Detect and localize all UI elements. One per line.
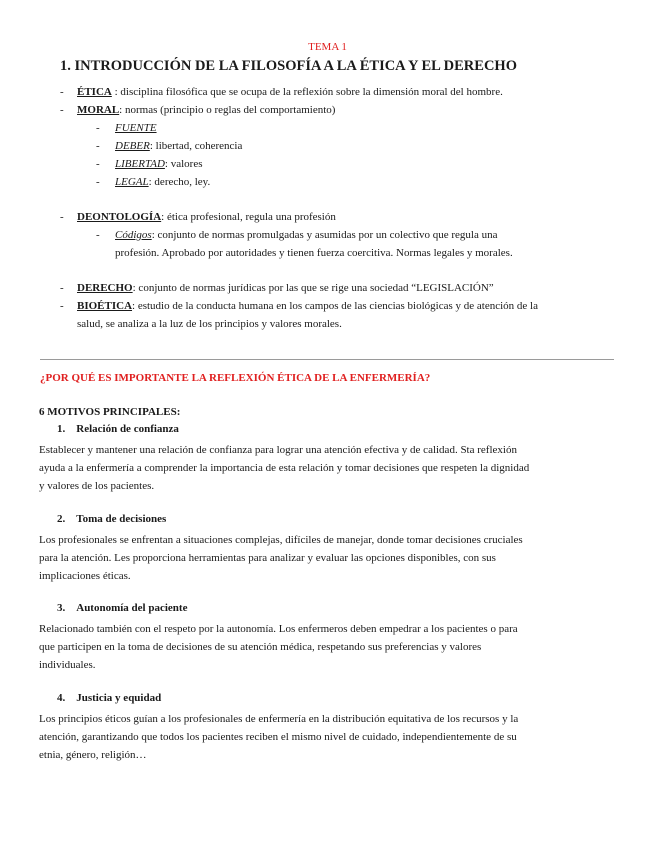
- term-bioetica: BIOÉTICA: [77, 300, 133, 312]
- motivo-line: etnia, género, religión…: [39, 749, 147, 761]
- definition-deontologia: - DEONTOLOGÍA: ética profesional, regula una profesión: [60, 211, 336, 223]
- term-deontologia: DEONTOLOGÍA: [77, 211, 162, 223]
- definition-etica: - ÉTICA : disciplina filosófica que se ocupa de la reflexión sobre la dimensión moral del hombre.: [60, 86, 503, 98]
- page-title: 1. INTRODUCCIÓN DE LA FILOSOFÍA A LA ÉTICA Y EL DERECHO: [60, 58, 517, 74]
- term-derecho: DERECHO: [77, 282, 133, 294]
- motivo-title: 4. Justicia y equidad: [57, 692, 162, 704]
- motivo-title: 3. Autonomía del paciente: [57, 602, 188, 614]
- term-moral: MORAL: [77, 104, 120, 116]
- moral-sub-item: - FUENTE: [96, 122, 157, 134]
- definition-codigos: - Códigos: conjunto de normas promulgadas y asumidas por un colectivo que regula una: [96, 229, 498, 241]
- definition-moral: - MORAL: normas (principio o reglas del comportamiento): [60, 104, 336, 116]
- moral-sub-item: - LEGAL: derecho, ley.: [96, 176, 211, 188]
- motivo-line: Establecer y mantener una relación de confianza para lograr una atención efectiva y de calidad. Sta reflexión: [39, 444, 517, 456]
- motivo-line: atención, garantizando que todos los pacientes reciben el mismo nivel de cuidado, independientemente de su: [39, 731, 517, 743]
- tema-label: TEMA 1: [308, 41, 347, 53]
- motivo-line: implicaciones éticas.: [39, 570, 131, 582]
- motivos-heading: 6 MOTIVOS PRINCIPALES:: [39, 406, 181, 418]
- motivo-line: individuales.: [39, 659, 96, 671]
- definition-bioetica-cont: salud, se analiza a la luz de los principios y valores morales.: [77, 318, 342, 330]
- section-question: ¿POR QUÉ ES IMPORTANTE LA REFLEXIÓN ÉTICA DE LA ENFERMERÍA?: [40, 372, 431, 384]
- motivo-line: para la atención. Les proporciona herramientas para analizar y evaluar las opciones disponibles, con sus: [39, 552, 496, 564]
- section-divider: [40, 359, 614, 360]
- definition-moral-text: : normas (principio o reglas del comportamiento): [119, 104, 336, 116]
- definition-etica-text: : disciplina filosófica que se ocupa de la reflexión sobre la dimensión moral del hombre.: [111, 86, 503, 98]
- motivo-line: Los principios éticos guían a los profesionales de enfermería en la distribución equitativa de los recursos y la: [39, 713, 519, 725]
- motivo-title: 2. Toma de decisiones: [57, 513, 167, 525]
- motivo-line: ayuda a la enfermería a comprender la importancia de esta relación y tomar decisiones que respeten la dignidad: [39, 462, 530, 474]
- term-etica: ÉTICA: [77, 86, 112, 98]
- definition-codigos-cont: profesión. Aprobado por autoridades y tienen fuerza coercitiva. Normas legales y morales.: [115, 247, 513, 259]
- moral-sub-item: - DEBER: libertad, coherencia: [96, 140, 243, 152]
- motivo-line: Relacionado también con el respeto por la autonomía. Los enfermeros deben empedrar a los pacientes o para: [39, 623, 518, 635]
- term-codigos: Códigos: [115, 229, 152, 241]
- motivo-title: 1. Relación de confianza: [57, 423, 179, 435]
- definition-derecho: - DERECHO: conjunto de normas jurídicas por las que se rige una sociedad “LEGISLACIÓN”: [60, 282, 494, 294]
- motivo-line: Los profesionales se enfrentan a situaciones complejas, difíciles de manejar, donde tomar decisiones cruciales: [39, 534, 523, 546]
- motivo-line: que participen en la toma de decisiones de su atención médica, respetando sus preferencias y valores: [39, 641, 482, 653]
- definition-bioetica: - BIOÉTICA: estudio de la conducta humana en los campos de las ciencias biológicas y de atención de la: [60, 300, 538, 312]
- moral-sub-item: - LIBERTAD: valores: [96, 158, 203, 170]
- motivo-line: y valores de los pacientes.: [39, 480, 155, 492]
